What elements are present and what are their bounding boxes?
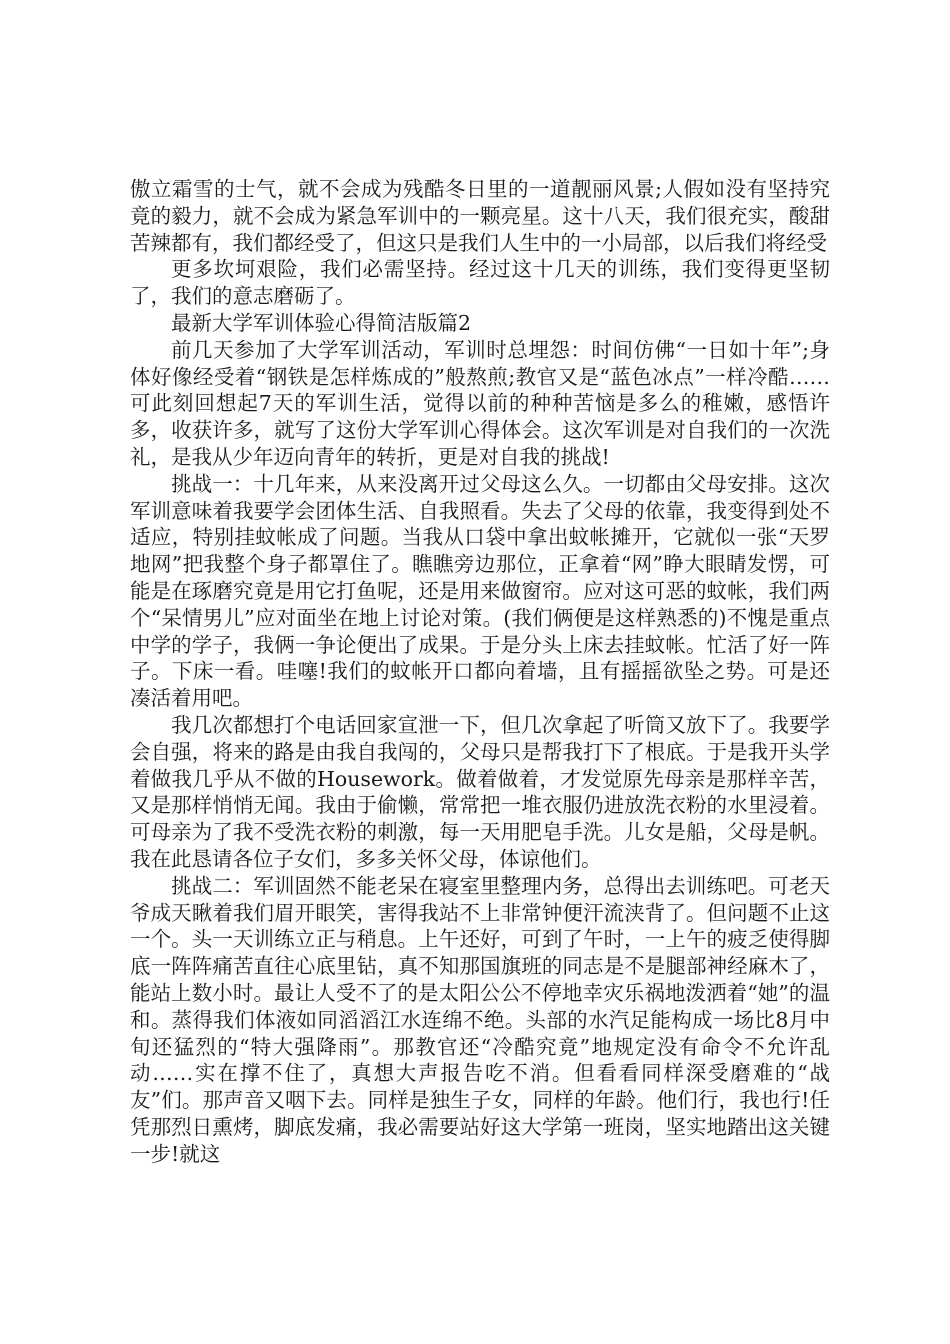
paragraph-6: 挑战二：军训固然不能老呆在寝室里整理内务，总得出去训练吧。可老天爷成天瞅着我们眉开眼笑，害得我站不上非常钟便汗流浃背了。但问题不止这一个。头一天训练立正与稍息。上午还好，可到了午时，一上午的疲乏使得脚底一阵阵痛苦直往心底里钻，真不知那国旗班的同志是不是腿部神经麻木了，能站上数小时。最让人受不了的是太阳公公不停地幸灾乐祸地泼洒着“她”的温和。蒸得我们体液如同滔滔江水连绵不绝。头部的水汽足能构成一场比8月中旬还猛烈的“特大强降雨”。那教官还“冷酷究竟”地规定没有命令不允许乱动……实在撑不住了，真想大声报告吃不消。但看看同样深受磨难的“战友”们。那声音又咽下去。同样是独生子女，同样的年龄。他们行，我也行!任凭那烈日熏烤，脚底发痛，我必需要站好这大学第一班岗，坚实地踏出这关键一步!就这 bbox=[130, 873, 830, 1166]
paragraph-5: 我几次都想打个电话回家宣泄一下，但几次拿起了听筒又放下了。我要学会自强，将来的路是由我自我闯的，父母只是帮我打下了根底。于是我开头学着做我几乎从不做的Housework。做着做着，才发觉原先母亲是那样辛苦，又是那样悄悄无闻。我由于偷懒，常常把一堆衣服仍进放洗衣粉的水里浸着。可母亲为了我不受洗衣粉的刺激，每一天用肥皂手洗。儿女是船，父母是帆。我在此恳请各位子女们，多多关怀父母，体谅他们。 bbox=[130, 712, 830, 871]
document-body bbox=[130, 176, 830, 1167]
paragraph-3: 前几天参加了大学军训活动，军训时总埋怨：时间仿佛“一日如十年”;身体好像经受着“钢铁是怎样炼成的”般熬煎;教官又是“蓝色冰点”一样冷酷……可此刻回想起7天的军训生活，觉得以前的种种苦恼是多么的稚嫩，感悟许多，收获许多，就写了这份大学军训心得体会。这次军训是对自我们的一次洗礼，是我从少年迈向青年的转折，更是对自我的挑战! bbox=[130, 337, 830, 469]
paragraph-1: 傲立霜雪的士气，就不会成为残酷冬日里的一道靓丽风景;人假如没有坚持究竟的毅力，就不会成为紧急军训中的一颗亮星。这十八天，我们很充实，酸甜苦辣都有，我们都经受了，但这只是我们人生中的一小局部，以后我们将经受 bbox=[130, 177, 830, 255]
paragraph-4: 挑战一：十几年来，从来没离开过父母这么久。一切都由父母安排。这次军训意味着我要学会团体生活、自我照看。失去了父母的依靠，我变得到处不适应，特别挂蚊帐成了问题。当我从口袋中拿出蚊帐摊开，它就似一张“天罗地网”把我整个身子都罩住了。瞧瞧旁边那位，正拿着“网”睁大眼睛发愣，可能是在琢磨究竟是用它打鱼呢，还是用来做窗帘。应对这可恶的蚊帐，我们两个“呆情男儿”应对面坐在地上讨论对策。(我们俩便是这样熟悉的)不愧是重点中学的学子，我俩一争论便出了成果。于是分头上床去挂蚊帐。忙活了好一阵子。下床一看。哇噻!我们的蚊帐开口都向着墙，且有摇摇欲坠之势。可是还凑活着用吧。 bbox=[130, 471, 830, 711]
paragraph-2: 更多坎坷艰险，我们必需坚持。经过这十几天的训练，我们变得更坚韧了，我们的意志磨砺了。 bbox=[130, 257, 830, 309]
section-heading: 最新大学军训体验心得简洁版篇2 bbox=[171, 310, 472, 335]
